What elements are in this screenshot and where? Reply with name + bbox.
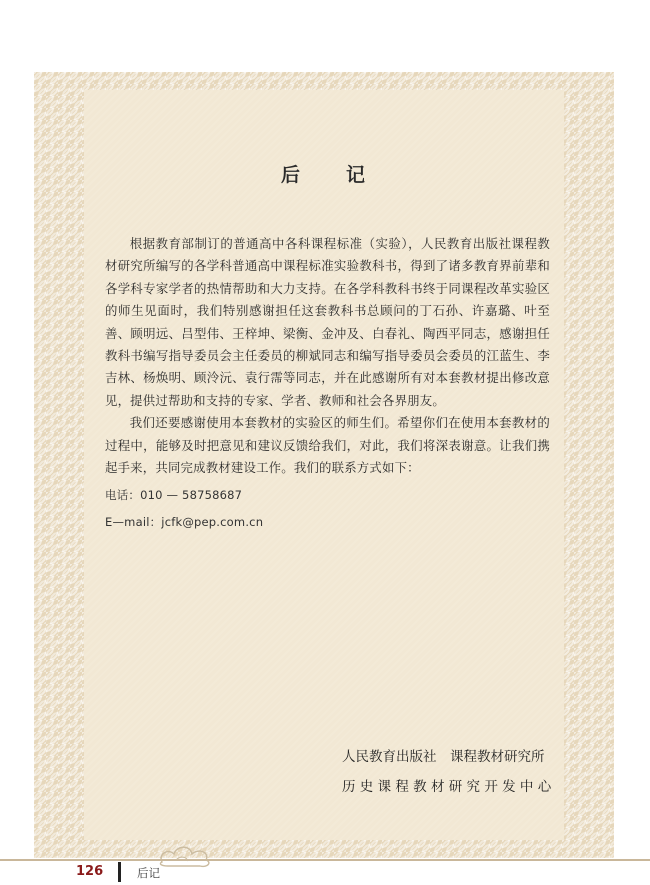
- signature-line-center: 历 史 课 程 教 材 研 究 开 发 中 心: [342, 779, 552, 795]
- footer-separator: [118, 862, 121, 882]
- cloud-ornament-icon: [156, 842, 216, 870]
- title-char-2: 记: [346, 164, 368, 186]
- page-number: 126: [76, 864, 104, 879]
- decorative-border: [34, 72, 614, 858]
- footer-section-label: 后记: [137, 866, 160, 880]
- page-title: [84, 160, 564, 187]
- page-panel: [84, 90, 564, 840]
- footer-rule: [0, 859, 650, 861]
- afterword-body: [105, 233, 550, 536]
- contact-phone: 电话：010 — 58758687: [105, 488, 243, 503]
- contact-email: E—mail：jcfk@pep.com.cn: [105, 515, 264, 530]
- signature-line-publisher: 人民教育出版社 课程教材研究所: [342, 749, 545, 765]
- title-char-1: 后: [280, 164, 302, 186]
- paragraph-feedback: 我们还要感谢使用本套教材的实验区的师生们。希望你们在使用本套教材的过程中，能够及时把意见和建议反馈给我们，对此，我们将深表谢意。让我们携起手来，共同完成教材建设工作。我们的联系方式如下：: [105, 415, 550, 476]
- paragraph-acknowledgements: 根据教育部制订的普通高中各科课程标准（实验），人民教育出版社课程教材研究所编写的各学科普通高中课程标准实验教科书，得到了诸多教育界前辈和各学科专家学者的热情帮助和大力支持。在各学科教科书终于同课程改革实验区的师生见面时，我们特别感谢担任这套教科书总顾问的丁石孙、许嘉璐、叶至善、顾明远、吕型伟、王梓坤、梁衡、金冲及、白春礼、陶西平同志，感谢担任教科书编写指导委员会主任委员的柳斌同志和编写指导委员会委员的江蓝生、李吉林、杨焕明、顾泠沅、袁行霈等同志，并在此感谢所有对本套教材提出修改意见，提供过帮助和支持的专家、学者、教师和社会各界朋友。: [105, 236, 550, 408]
- signature-block: [342, 742, 572, 802]
